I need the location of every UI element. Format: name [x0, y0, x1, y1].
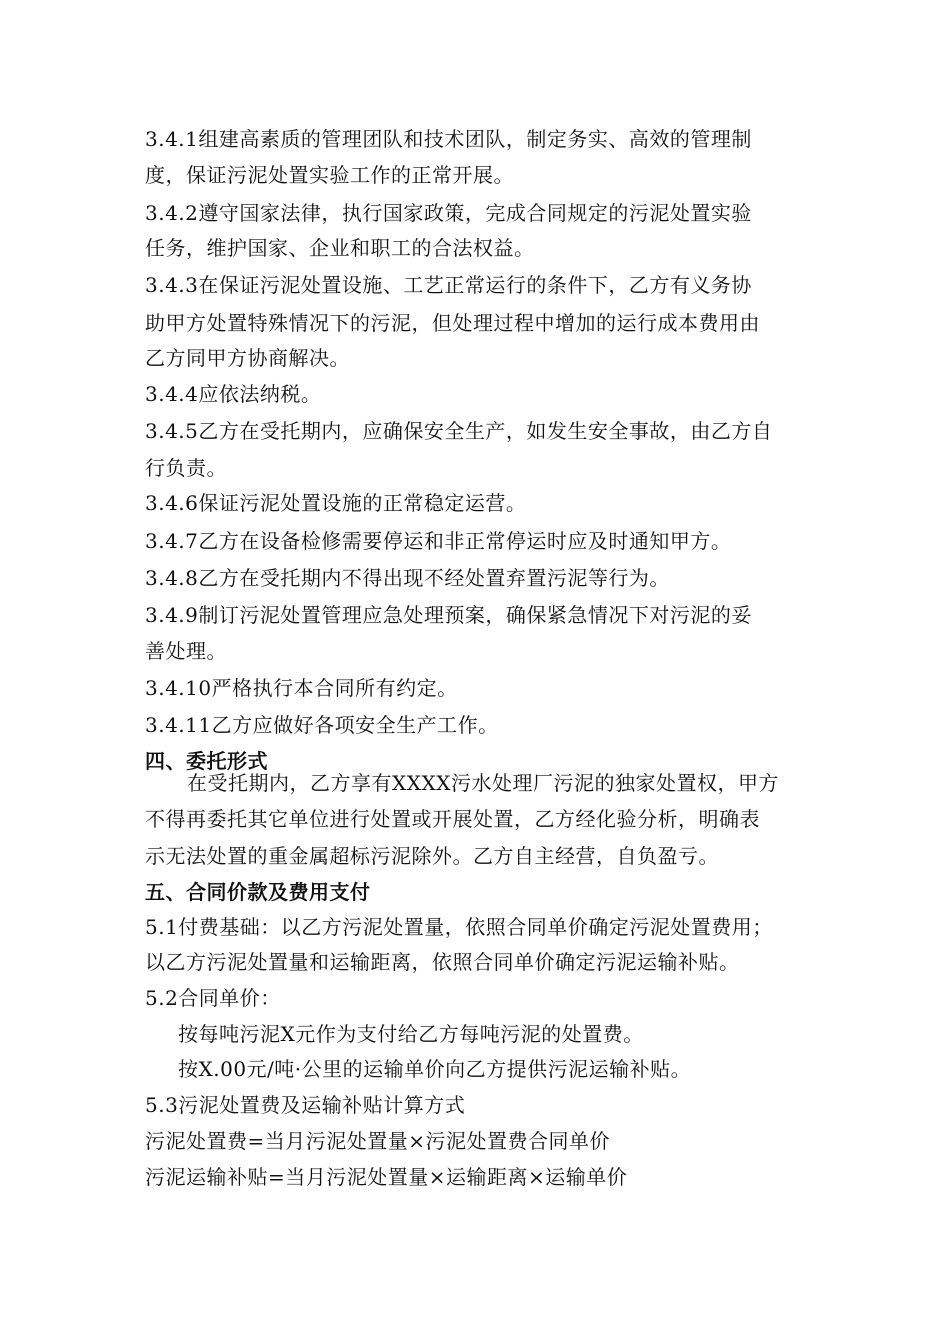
- text-line: 污泥运输补贴=当月污泥处置量×运输距离×运输单价: [145, 1165, 628, 1189]
- text-line: 5.3污泥处置费及运输补贴计算方式: [145, 1093, 466, 1117]
- text-line: 3.4.9制订污泥处置管理应急处理预案，确保紧急情况下对污泥的妥: [145, 603, 752, 627]
- text-line: 度，保证污泥处置实验工作的正常开展。: [145, 163, 514, 187]
- text-line: 3.4.3在保证污泥处置设施、工艺正常运行的条件下，乙方有义务协: [145, 273, 752, 297]
- section-heading: 四、委托形式: [145, 749, 268, 773]
- text-line: 按X.00元/吨·公里的运输单价向乙方提供污泥运输补贴。: [178, 1057, 692, 1081]
- text-line: 3.4.10严格执行本合同所有约定。: [145, 676, 458, 700]
- text-line: 在受托期内，乙方享有XXXX污水处理厂污泥的独家处置权，甲方: [187, 771, 779, 795]
- text-line: 5.2合同单价：: [145, 986, 281, 1010]
- text-line: 3.4.4应依法纳税。: [145, 382, 322, 406]
- text-line: 善处理。: [145, 639, 227, 663]
- text-line: 3.4.5乙方在受托期内，应确保安全生产，如发生安全事故，由乙方自: [145, 419, 773, 443]
- text-line: 以乙方污泥处置量和运输距离，依照合同单价确定污泥运输补贴。: [145, 950, 740, 974]
- text-line: 3.4.2遵守国家法律，执行国家政策，完成合同规定的污泥处置实验: [145, 201, 752, 225]
- text-line: 3.4.1组建高素质的管理团队和技术团队，制定务实、高效的管理制: [145, 127, 752, 151]
- text-line: 5.1付费基础：以乙方污泥处置量，依照合同单价确定污泥处置费用；: [145, 915, 773, 939]
- text-line: 3.4.11乙方应做好各项安全生产工作。: [145, 713, 499, 737]
- text-line: 示无法处置的重金属超标污泥除外。乙方自主经营，自负盈亏。: [145, 844, 719, 868]
- text-line: 行负责。: [145, 456, 227, 480]
- text-line: 任务，维护国家、企业和职工的合法权益。: [145, 236, 535, 260]
- section-heading: 五、合同价款及费用支付: [145, 880, 371, 904]
- text-line: 乙方同甲方协商解决。: [145, 346, 350, 370]
- text-line: 3.4.8乙方在受托期内不得出现不经处置弃置污泥等行为。: [145, 566, 670, 590]
- text-line: 污泥处置费=当月污泥处置量×污泥处置费合同单价: [145, 1129, 611, 1153]
- text-line: 3.4.6保证污泥处置设施的正常稳定运营。: [145, 491, 527, 515]
- text-line: 3.4.7乙方在设备检修需要停运和非正常停运时应及时通知甲方。: [145, 529, 732, 553]
- text-line: 助甲方处置特殊情况下的污泥，但处理过程中增加的运行成本费用由: [145, 311, 760, 335]
- text-line: 按每吨污泥X元作为支付给乙方每吨污泥的处置费。: [178, 1022, 644, 1046]
- text-line: 不得再委托其它单位进行处置或开展处置，乙方经化验分析，明确表: [145, 807, 760, 831]
